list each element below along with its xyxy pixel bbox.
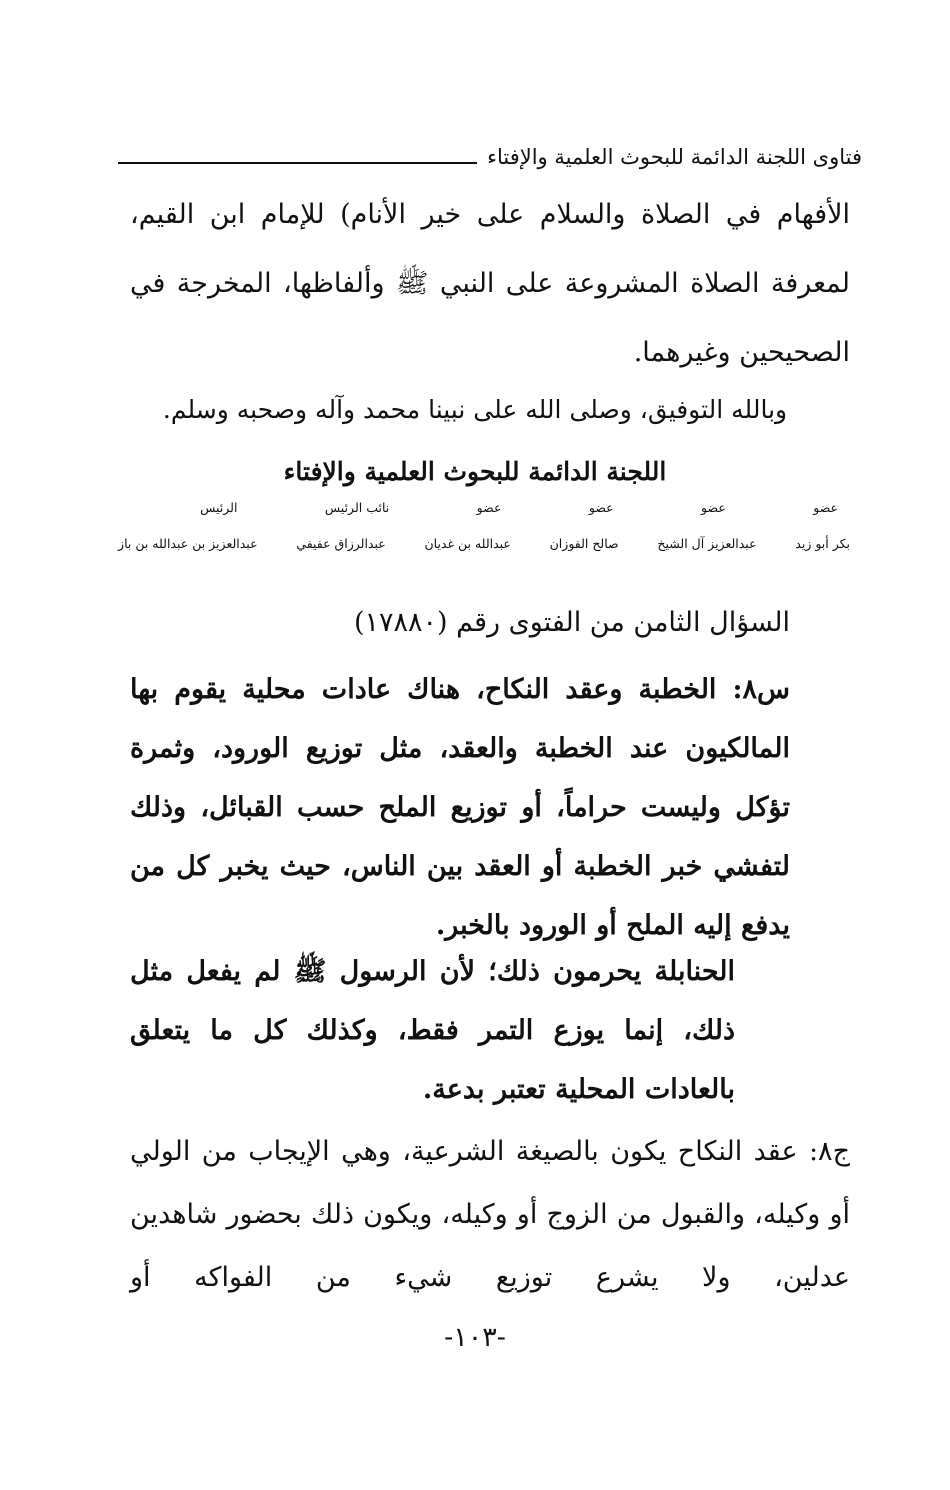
committee-title: اللجنة الدائمة للبحوث العلمية والإفتاء xyxy=(283,457,667,486)
name-vice-president: عبدالرزاق عفيفي xyxy=(296,536,386,551)
role-member-1: عضو xyxy=(813,500,838,515)
question-paragraph-2: الحنابلة يحرمون ذلك؛ لأن الرسول ﷺ لم يفعل مثل ذلك، إنما يوزع التمر فقط، وكذلك كل ما يتعلق بالعادات المحلية تعتبر بدعة. xyxy=(130,956,735,1105)
closing-line: وبالله التوفيق، وصلى الله على نبينا محمد وآله وصحبه وسلم. xyxy=(162,395,788,424)
question-paragraph-1: س٨: الخطبة وعقد النكاح، هناك عادات محلية يقوم بها المالكيون عند الخطبة والعقد، مثل توزيع الورود، وثمرة تؤكل وليست حراماً، أو توزيع الملح حسب القبائل، وذلك لتفشي خبر الخطبة أو العقد بين الناس، حيث يخبر كل من يدفع إليه الملح أو الورود بالخبر. xyxy=(130,674,790,941)
signatory-roles xyxy=(200,500,838,515)
header-rule xyxy=(118,162,477,164)
name-member-2: عبدالعزيز آل الشيخ xyxy=(657,536,757,551)
name-member-3: صالح الفوزان xyxy=(549,536,619,551)
name-member-4: عبدالله بن غديان xyxy=(424,536,511,551)
page-number: -١٠٣- xyxy=(444,1322,506,1353)
name-president: عبدالعزيز بن عبدالله بن باز xyxy=(118,536,258,551)
running-header-title: فتاوى اللجنة الدائمة للبحوث العلمية والإفتاء xyxy=(487,145,862,169)
role-member-3: عضو xyxy=(588,500,614,515)
answer-paragraph: ج٨: عقد النكاح يكون بالصيغة الشرعية، وهي الإيجاب من الولي أو وكيله، والقبول من الزوج أو وكيله، ويكون ذلك بحضور شاهدين عدلين، ولا يشرع توزيع شيء من الفواكه أو xyxy=(130,1136,850,1293)
paragraph-1: الأفهام في الصلاة والسلام على خير الأنام) للإمام ابن القيم، لمعرفة الصلاة المشروعة على النبي ﷺ وألفاظها، المخرجة في الصحيحين وغيرهما. xyxy=(130,199,850,368)
running-header xyxy=(118,128,862,168)
role-member-4: عضو xyxy=(476,500,502,515)
signatory-names xyxy=(118,536,850,551)
role-vice-president: نائب الرئيس xyxy=(324,500,390,515)
name-member-1: بكر أبو زيد xyxy=(795,536,850,551)
role-member-2: عضو xyxy=(701,500,726,515)
question-heading: السؤال الثامن من الفتوى رقم (١٧٨٨٠) xyxy=(353,607,790,638)
role-president: الرئيس xyxy=(200,500,238,515)
